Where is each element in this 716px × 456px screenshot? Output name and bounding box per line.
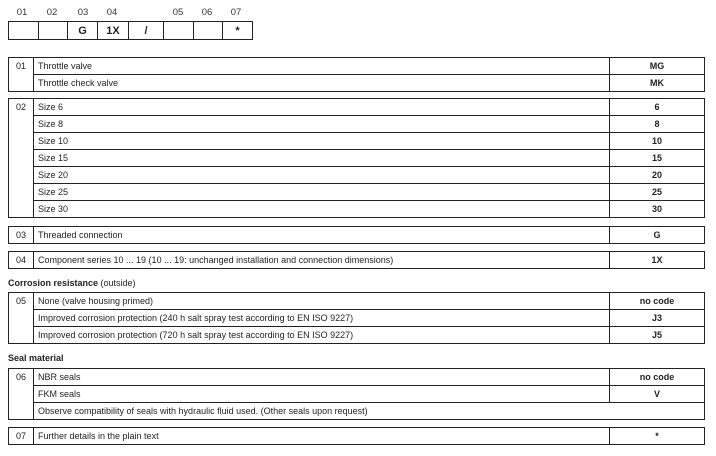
table-row	[9, 167, 705, 184]
table-row	[9, 252, 705, 269]
table-row	[9, 75, 705, 92]
option-code: MG	[610, 58, 705, 75]
order-code-boxes	[8, 21, 253, 40]
group-05-table	[8, 292, 705, 344]
table-row	[9, 133, 705, 150]
table-row	[9, 201, 705, 218]
table-row	[9, 386, 705, 403]
code-cell-02	[39, 22, 68, 39]
option-code: 8	[610, 116, 705, 133]
code-cell-05	[164, 22, 194, 39]
position-03: 03	[77, 7, 89, 18]
option-description: Size 20	[34, 167, 610, 184]
option-description: Component series 10 ... 19 (10 ... 19: unchanged installation and connection dimensions)	[34, 252, 610, 269]
group-04-table	[8, 251, 705, 269]
position-06: 06	[201, 7, 213, 18]
table-row	[9, 58, 705, 75]
option-code: J5	[610, 327, 705, 344]
group-06-table	[8, 368, 705, 420]
table-row	[9, 369, 705, 386]
position-02: 02	[46, 7, 58, 18]
option-description: Size 30	[34, 201, 610, 218]
option-description: Throttle valve	[34, 58, 610, 75]
code-cell-07: *	[235, 24, 240, 37]
group-number: 04	[9, 252, 34, 269]
table-row	[9, 428, 705, 445]
order-code-positions	[8, 7, 248, 19]
position-01: 01	[16, 7, 28, 18]
table-row	[9, 403, 705, 420]
position-04: 04	[106, 7, 118, 18]
table-row	[9, 116, 705, 133]
group-02-table	[8, 98, 705, 218]
group-number: 07	[9, 428, 34, 445]
position-05: 05	[172, 7, 184, 18]
group-number: 03	[9, 227, 34, 244]
table-row	[9, 293, 705, 310]
corrosion-title-bold: Corrosion resistance	[8, 278, 99, 288]
option-code: MK	[610, 75, 705, 92]
group-number: 06	[9, 369, 34, 420]
table-row	[9, 327, 705, 344]
option-code: no code	[610, 293, 705, 310]
corrosion-section-title	[8, 278, 136, 288]
code-cell-separator: /	[129, 22, 164, 39]
option-code: *	[610, 428, 705, 445]
group-number: 02	[9, 99, 34, 218]
group-01-table	[8, 57, 705, 92]
option-code: 30	[610, 201, 705, 218]
table-row	[9, 310, 705, 327]
option-description: Throttle check valve	[34, 75, 610, 92]
seal-compatibility-note: Observe compatibility of seals with hydraulic fluid used. (Other seals upon request)	[34, 403, 705, 420]
code-cell-03: G	[68, 22, 98, 39]
group-number: 01	[9, 58, 34, 92]
option-code: 15	[610, 150, 705, 167]
option-description: Further details in the plain text	[34, 428, 610, 445]
option-code: G	[610, 227, 705, 244]
option-code: 25	[610, 184, 705, 201]
option-description: Improved corrosion protection (240 h salt spray test according to EN ISO 9227)	[34, 310, 610, 327]
option-code: 1X	[610, 252, 705, 269]
option-description: Size 25	[34, 184, 610, 201]
option-description: Improved corrosion protection (720 h salt spray test according to EN ISO 9227)	[34, 327, 610, 344]
table-row	[9, 150, 705, 167]
option-code: J3	[610, 310, 705, 327]
table-row	[9, 99, 705, 116]
code-cell-04: 1X	[98, 22, 129, 39]
option-description: Threaded connection	[34, 227, 610, 244]
option-code: V	[610, 386, 705, 403]
option-description: Size 8	[34, 116, 610, 133]
seal-section-title	[8, 353, 64, 363]
corrosion-title-suffix: (outside)	[98, 278, 136, 288]
position-07: 07	[230, 7, 242, 18]
code-cell-06	[194, 22, 223, 39]
option-description: FKM seals	[34, 386, 610, 403]
option-code: 10	[610, 133, 705, 150]
group-07-table	[8, 427, 705, 445]
option-description: Size 10	[34, 133, 610, 150]
code-cell-01	[9, 22, 39, 39]
group-03-table	[8, 226, 705, 244]
option-description: Size 15	[34, 150, 610, 167]
seal-title-bold: Seal material	[8, 353, 64, 363]
group-number: 05	[9, 293, 34, 344]
table-row	[9, 184, 705, 201]
option-code: 6	[610, 99, 705, 116]
option-code: 20	[610, 167, 705, 184]
option-description: NBR seals	[34, 369, 610, 386]
option-description: None (valve housing primed)	[34, 293, 610, 310]
option-code: no code	[610, 369, 705, 386]
table-row	[9, 227, 705, 244]
option-description: Size 6	[34, 99, 610, 116]
